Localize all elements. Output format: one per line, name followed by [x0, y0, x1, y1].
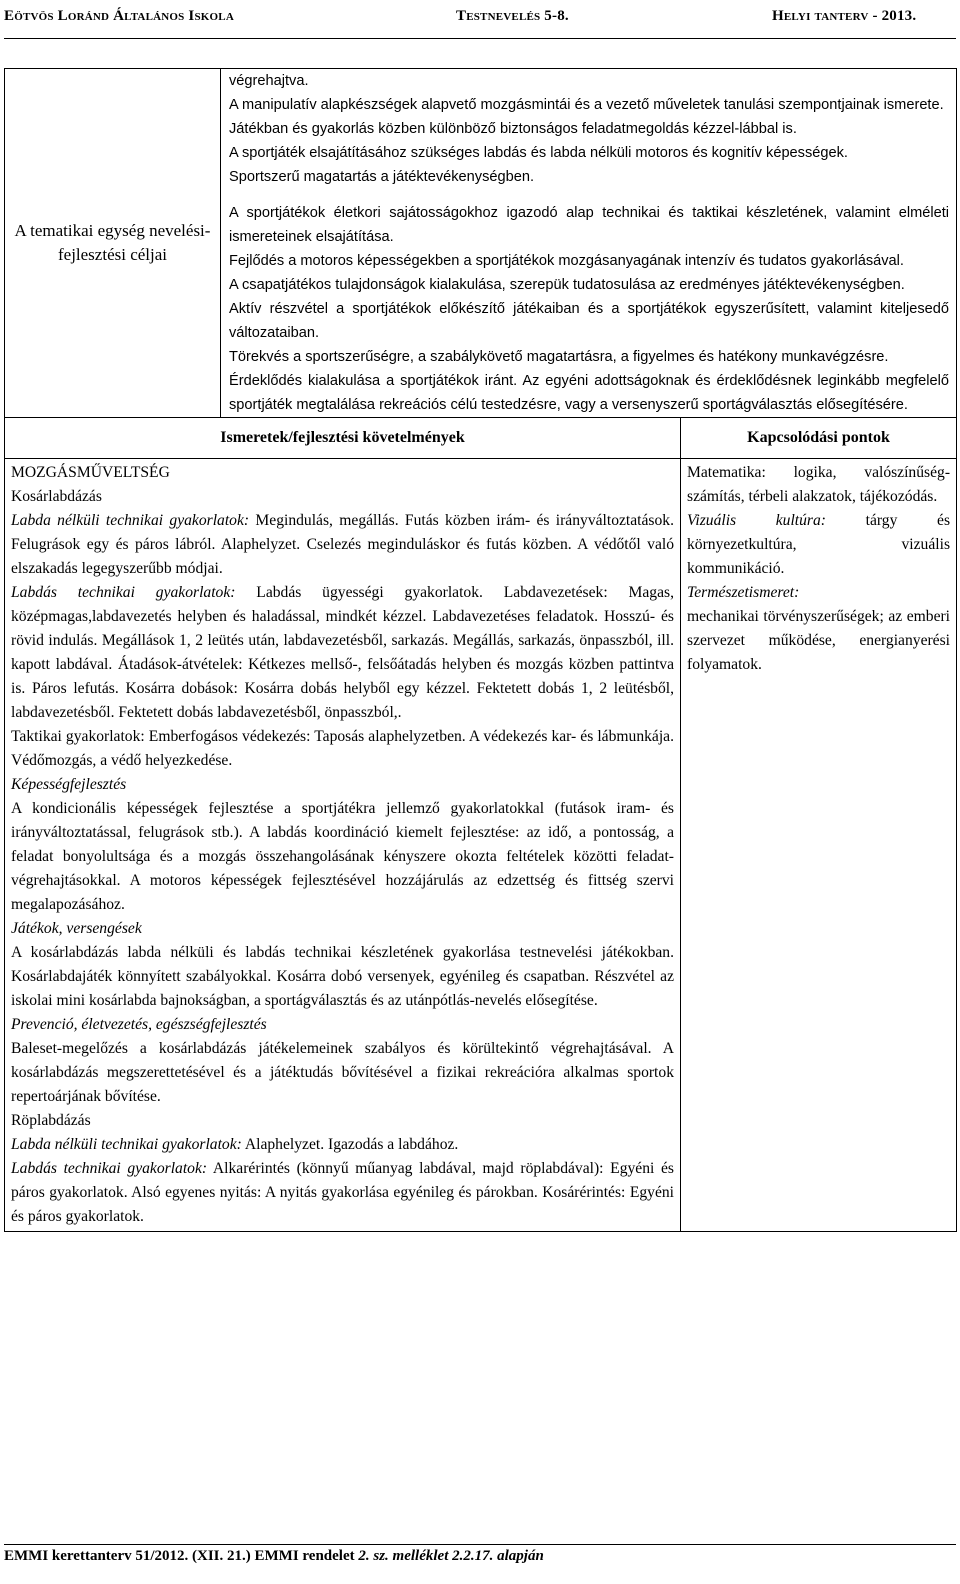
content-row — [5, 459, 957, 1232]
inline-label: Labdás technikai gyakorlatok: — [11, 584, 236, 601]
skill-title: Képességfejlesztés — [11, 776, 127, 793]
inline-label: Labdás technikai gyakorlatok: — [11, 1160, 208, 1177]
inline-label: Labda nélküli technikai gyakorlatok: — [11, 512, 250, 529]
header-rule — [4, 38, 956, 39]
requirement-paragraph: A kosárlabdázás labda nélküli és labdás technikai készletének gyakorlása testnevelési játékokban. Kosárlabdajáték könnyített szabályokkal. Kosárra dobó versenyek, egyénileg és csapatban. Részvétel az iskolai mini kosárlabda bajnokságban, a sportágválasztás és az utánpótlás-nevelés elősegítése. — [11, 944, 674, 1009]
connection-label: Matematika: — [687, 464, 766, 481]
goal-item: Játékban és gyakorlás közben különböző biztonságos feladatmegoldás kézzel-lábbal is. — [229, 121, 797, 137]
requirement-paragraph: Labdás technikai gyakorlatok: Alkarérintés (könnyű műanyag labdával, majd röplabdával): Egyéni és páros gyakorlatok. Alsó egyenes nyitás: A nyitás gyakorlása egyénileg és párokban. Kosárérintés: Egyéni és páros gyakorlatok. — [11, 1160, 675, 1225]
goals-content — [221, 69, 957, 418]
connections-content — [681, 459, 957, 1232]
table-header-row — [5, 418, 957, 459]
footer-suffix: 2. sz. melléklet 2.2.17. alapján — [358, 1548, 544, 1564]
requirement-paragraph: Baleset-megelőzés a kosárlabdázás játékelemeinek szabályos és körültekintő végrehajtásával. A kosárlabdázás megszerettetésével és a játéktudás bővítésével a fizikai rekreációra alkalmas sportok repertoárjának bővítése. — [11, 1040, 674, 1105]
footer-prefix: EMMI kerettanterv 51/2012. (XII. 21.) EMMI rendelet — [4, 1548, 359, 1564]
area-title: MOZGÁSMŰVELTSÉG — [11, 464, 170, 481]
goal-item: A manipulatív alapkészségek alapvető mozgásmintái és a vezető műveletek tanulási szempontjainak ismerete. — [229, 97, 944, 113]
goals-block-2 — [229, 201, 949, 417]
school-name: Eötvös Loránd Általános Iskola — [4, 8, 234, 24]
goal-item: Sportszerű magatartás a játéktevékenységben. — [229, 169, 535, 185]
connection-label: Természetismeret: — [687, 584, 800, 601]
games-title: Játékok, versengések — [11, 920, 142, 937]
connection-label: Vizuális kultúra: — [687, 512, 826, 529]
inline-label: Labda nélküli technikai gyakorlatok: — [11, 1136, 242, 1153]
footer-rule — [4, 1544, 956, 1545]
goal-item: Törekvés a sportszerűségre, a szabálykövető magatartásra, a figyelmes és hatékony munkavégzésre. — [229, 349, 889, 365]
connections-header: Kapcsolódási pontok — [681, 418, 957, 459]
subject-title: Testnevelés 5-8. — [456, 8, 569, 24]
curriculum-table — [4, 68, 957, 1232]
goals-row — [5, 69, 957, 418]
connection-item: mechanikai törvényszerűségek; az emberi szervezet működése, energianyerési folyamatok. — [687, 608, 951, 673]
connection-item: Vizuális kultúra: tárgy és környezetkultúra, vizuális kommunikáció. — [687, 512, 951, 577]
requirement-paragraph: Labda nélküli technikai gyakorlatok: Alaphelyzet. Igazodás a labdához. — [11, 1136, 459, 1153]
curriculum-title: Helyi tanterv - 2013. — [772, 8, 917, 24]
requirement-paragraph: Labda nélküli technikai gyakorlatok: Megindulás, megállás. Futás közben irám- és irányváltoztatások. Felugrások egy és páros lábról. Alaphelyzet. Cselezés meginduláskor és futás közben. A védőtől való elszakadás legegyszerűbb módjai. — [11, 512, 674, 577]
page-footer — [4, 1548, 544, 1565]
volleyball-title: Röplabdázás — [11, 1112, 91, 1129]
goals-block-1 — [229, 69, 949, 189]
goal-item: Érdeklődés kialakulása a sportjátékok iránt. Az egyéni adottságoknak és érdeklődésnek leginkább megfelelő sportjáték megtalálása rekreációs célú testedzésre, vagy a versenyszerű sportágválasztás elősegítésére. — [229, 373, 950, 413]
goal-item: A csapatjátékos tulajdonságok kialakulása, szerepük tudatosulása az eredményes játéktevékenységben. — [229, 277, 905, 293]
requirement-paragraph: Labdás technikai gyakorlatok: Labdás ügyességi gyakorlatok. Labdavezetések: Magas, középmagas,labdavezetés helyben és haladással, mindkét kézzel. Labdavezetéses feladatok. Hosszú- és rövid indulás. Megállások 1, 2 leütés után, labdavezetésből, sarkazás. Megállás, sarkazás, önpasszból, ill. kapott labdával. Átadások-átvételek: Kétkezes mellső-, felsőátadás helyben és mozgás közben pattintva is. Páros lefutás. Kosárra dobások: Kosárra dobás helyből egy kézzel. Fektetett dobás 1, 2 leütésből, labdavezetésből. Fektetett dobás labdavezetésből, önpasszból,. — [11, 584, 674, 721]
requirements-content — [5, 459, 681, 1232]
requirements-header: Ismeretek/fejlesztési követelmények — [5, 418, 681, 459]
basketball-title: Kosárlabdázás — [11, 488, 102, 505]
connection-item: Matematika: logika, valószínűség-számítás, térbeli alakzatok, tájékozódás. — [687, 464, 951, 505]
requirement-paragraph: A kondicionális képességek fejlesztése a sportjátékra jellemző gyakorlatokkal (futások iram- és irányváltoztatással, felugrások stb.). A labdás koordináció kiemelt fejlesztése: az idő, a pontosság, a feladat bonyolultsága és a mozgás összehangolásának kényszere okozta feltételek közötti feladat-végrehajtásokkal. A motoros képességek fejlesztésével hozzájárulás az edzettség és fittség szervi megalapozásához. — [11, 800, 674, 913]
goal-item: Fejlődés a motoros képességekben a sportjátékok mozgásanyagának intenzív és tudatos gyakorlásával. — [229, 253, 904, 269]
goal-item: A sportjáték elsajátításához szükséges labdás és labda nélküli motoros és kognitív képességek. — [229, 145, 848, 161]
goals-divider — [229, 189, 949, 201]
requirement-paragraph: Taktikai gyakorlatok: Emberfogásos védekezés: Taposás alaphelyzetben. A védekezés kar- és lábmunkája. Védőmozgás, a védő helyezkedése. — [11, 728, 674, 769]
goals-label: A tematikai egység nevelési-fejlesztési céljai — [5, 69, 221, 418]
goal-item: Aktív részvétel a sportjátékok előkészítő játékaiban és a sportjátékok egyszerűsített, valamint kiteljesedő változataiban. — [229, 301, 950, 341]
goal-item: végrehajtva. — [229, 73, 309, 89]
page-header — [0, 0, 960, 40]
goal-item: A sportjátékok életkori sajátosságokhoz igazodó alap technikai és taktikai készletének, valamint elméleti ismereteinek elsajátítása. — [229, 205, 950, 245]
prevention-title: Prevenció, életvezetés, egészségfejlesztés — [11, 1016, 267, 1033]
